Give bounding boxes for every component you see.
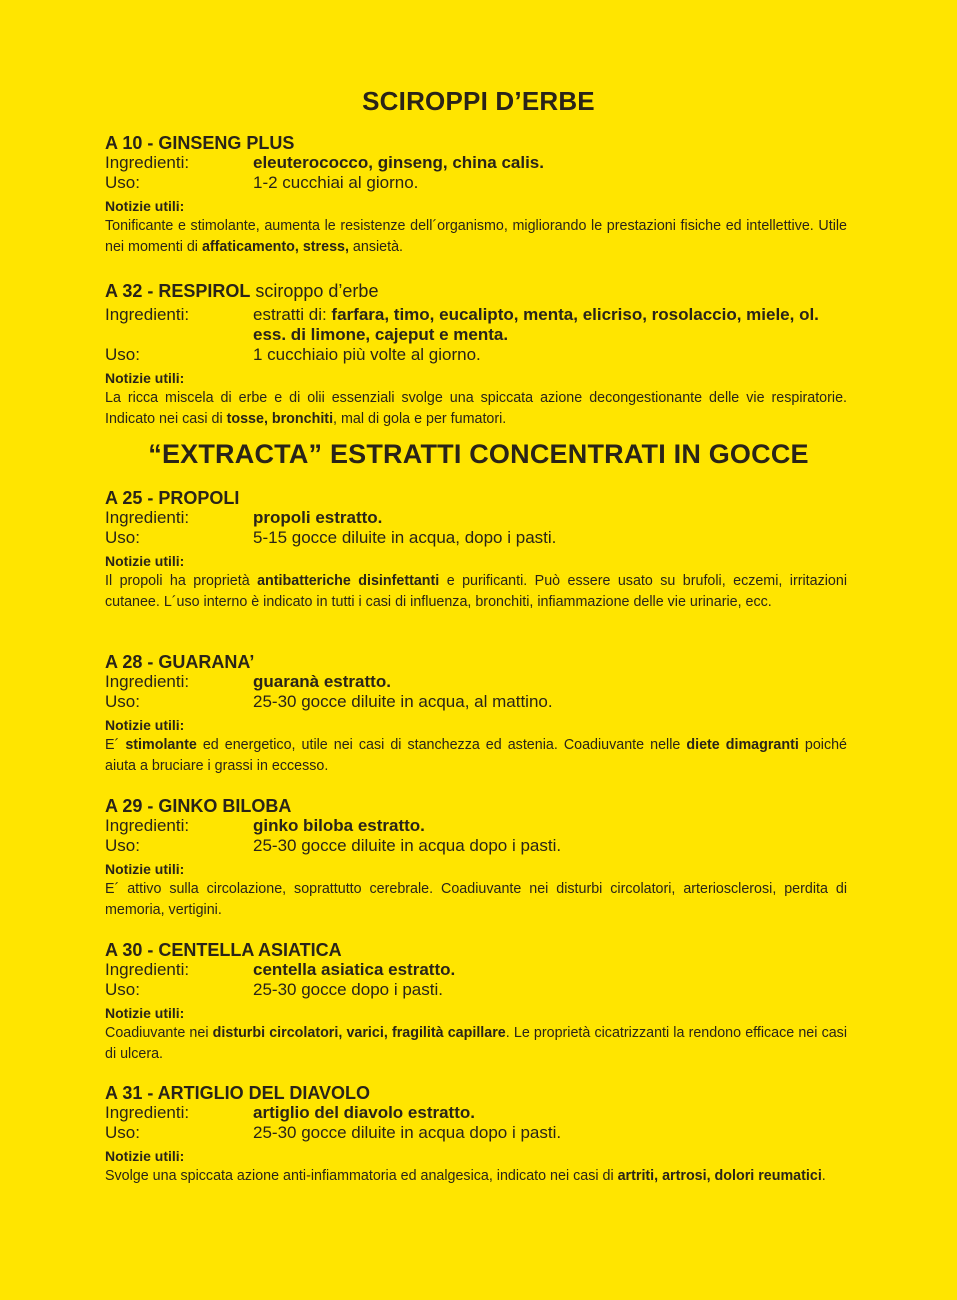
notes-segment: . Le proprietà cicatrizzanti la rendono efficace nei casi di ulcera. (105, 1025, 847, 1062)
product-a31-artiglio-del-diavolo (105, 1083, 847, 1187)
product-title-suffix: sciroppo d’erbe (250, 281, 379, 301)
ingredients-label: Ingredienti: (105, 305, 190, 324)
notes-label: Notizie utili: (105, 553, 185, 569)
usage-value: 1 cucchiaio più volte al giorno. (253, 345, 481, 364)
notes-segment: Il propoli ha proprietà (105, 573, 258, 589)
notes-label: Notizie utili: (105, 1148, 185, 1164)
usage-label: Uso: (105, 980, 140, 999)
ingredients-row (105, 1103, 847, 1123)
ingredients-value: guaranà estratto. (253, 672, 391, 691)
product-title: A 31 - ARTIGLIO DEL DIAVOLO (105, 1083, 371, 1103)
notes-label: Notizie utili: (105, 1005, 185, 1021)
notes-segment: E´ attivo sulla circolazione, soprattutto cerebrale. Coadiuvante nei disturbi circolatori, arteriosclerosi, perdita di memoria, vertigini. (105, 881, 847, 918)
usage-row (105, 836, 847, 856)
usage-value: 25-30 gocce diluite in acqua dopo i pasti. (253, 1123, 562, 1142)
ingredients-row (105, 816, 847, 836)
notes-segment: Tonificante e stimolante, aumenta le resistenze dell´organismo, migliorando le prestazioni fisiche ed intellettive. Utile nei momenti di (105, 218, 847, 255)
notes-segment: Svolge una spiccata azione anti-infiammatoria ed analgesica, indicato nei casi di (105, 1168, 618, 1184)
notes-text (105, 1023, 847, 1064)
ingredients-value: artiglio del diavolo estratto. (253, 1103, 475, 1122)
notes-highlight: affaticamento, stress, (201, 238, 349, 255)
ingredients-list: farfara, timo, eucalipto, menta, elicriso, rosolaccio, miele, ol. ess. di limone, cajeput e menta. (253, 305, 819, 344)
notes-segment: E´ (105, 737, 126, 753)
usage-row (105, 345, 847, 365)
notes-label: Notizie utili: (105, 370, 185, 386)
ingredients-row (105, 672, 847, 692)
product-title: A 30 - CENTELLA ASIATICA (105, 940, 342, 960)
product-title: A 32 - RESPIROL sciroppo d’erbe (105, 281, 379, 301)
product-a28-guarana (105, 652, 847, 776)
ingredients-label: Ingredienti: (105, 960, 190, 979)
notes-highlight: stimolante (125, 737, 197, 753)
notes-text (105, 1166, 847, 1187)
product-title: A 10 - GINSENG PLUS (105, 133, 295, 153)
notes-label: Notizie utili: (105, 861, 185, 877)
notes-text (105, 879, 847, 920)
ingredients-label: Ingredienti: (105, 1103, 190, 1122)
usage-row (105, 980, 847, 1000)
notes-highlight: artriti, artrosi, dolori reumatici (617, 1168, 822, 1184)
usage-row (105, 173, 847, 193)
notes-segment: e purificanti. Può essere usato su brufoli, eczemi, irritazioni cutanee. L´uso interno è indicato in tutti i casi di influenza, bronchiti, infiammazione delle vie urinarie, ecc. (105, 573, 847, 610)
usage-label: Uso: (105, 1123, 140, 1142)
usage-value: 25-30 gocce diluite in acqua dopo i pasti. (253, 836, 562, 855)
usage-label: Uso: (105, 345, 140, 364)
usage-row (105, 692, 847, 712)
notes-label: Notizie utili: (105, 198, 185, 214)
product-a30-centella-asiatica (105, 940, 847, 1064)
product-a25-propoli (105, 488, 847, 612)
section-title-sciroppi: SCIROPPI D’ERBE (362, 86, 595, 116)
product-a32-respirol (105, 281, 847, 429)
ingredients-value: centella asiatica estratto. (253, 960, 456, 979)
usage-label: Uso: (105, 692, 140, 711)
usage-value: 1-2 cucchiai al giorno. (253, 173, 419, 192)
ingredients-value (253, 305, 847, 345)
notes-highlight: diete dimagranti (686, 737, 799, 753)
product-title: A 25 - PROPOLI (105, 488, 240, 508)
notes-segment: Coadiuvante nei (105, 1025, 213, 1041)
product-a29-ginko-biloba (105, 796, 847, 920)
usage-row (105, 528, 847, 548)
usage-value: 5-15 gocce diluite in acqua, dopo i pasti. (253, 528, 557, 547)
product-title: A 28 - GUARANA’ (105, 652, 255, 672)
product-a10-ginseng-plus (105, 133, 847, 257)
notes-segment: La ricca miscela di erbe e di olii essenziali svolge una spiccata azione decongestionante delle vie respiratorie. Indicato nei casi di (105, 390, 847, 427)
notes-text (105, 216, 847, 257)
usage-value: 25-30 gocce diluite in acqua, al mattino. (253, 692, 553, 711)
usage-label: Uso: (105, 836, 140, 855)
ingredients-label: Ingredienti: (105, 153, 190, 172)
ingredients-label: Ingredienti: (105, 508, 190, 527)
ingredients-row (105, 960, 847, 980)
notes-highlight: disturbi circolatori, varici, fragilità capillare (212, 1025, 506, 1041)
ingredients-label: Ingredienti: (105, 672, 190, 691)
section-title-extracta: “EXTRACTA” ESTRATTI CONCENTRATI IN GOCCE (148, 439, 809, 469)
ingredients-prefix: estratti di: (253, 305, 332, 324)
ingredients-value: propoli estratto. (253, 508, 383, 527)
notes-segment: . (821, 1168, 826, 1184)
notes-segment: ed energetico, utile nei casi di stanchezza ed astenia. Coadiuvante nelle (196, 737, 687, 753)
notes-segment: , mal di gola e per fumatori. (333, 410, 507, 427)
usage-value: 25-30 gocce dopo i pasti. (253, 980, 443, 999)
notes-segment: ansietà. (348, 238, 403, 255)
usage-label: Uso: (105, 173, 140, 192)
usage-row (105, 1123, 847, 1143)
notes-highlight: tosse, bronchiti (226, 410, 334, 427)
ingredients-row (105, 508, 847, 528)
notes-text (105, 735, 847, 776)
notes-text (105, 388, 847, 429)
ingredients-row (105, 153, 847, 173)
notes-text (105, 571, 847, 612)
usage-label: Uso: (105, 528, 140, 547)
notes-segment: poiché aiuta a bruciare i grassi in eccesso. (105, 737, 847, 774)
ingredients-value: eleuterococco, ginseng, china calis. (253, 153, 544, 172)
ingredients-label: Ingredienti: (105, 816, 190, 835)
ingredients-row (105, 305, 847, 345)
notes-label: Notizie utili: (105, 717, 185, 733)
product-title: A 29 - GINKO BILOBA (105, 796, 292, 816)
notes-highlight: antibatteriche disinfettanti (257, 573, 440, 589)
ingredients-value: ginko biloba estratto. (253, 816, 425, 835)
